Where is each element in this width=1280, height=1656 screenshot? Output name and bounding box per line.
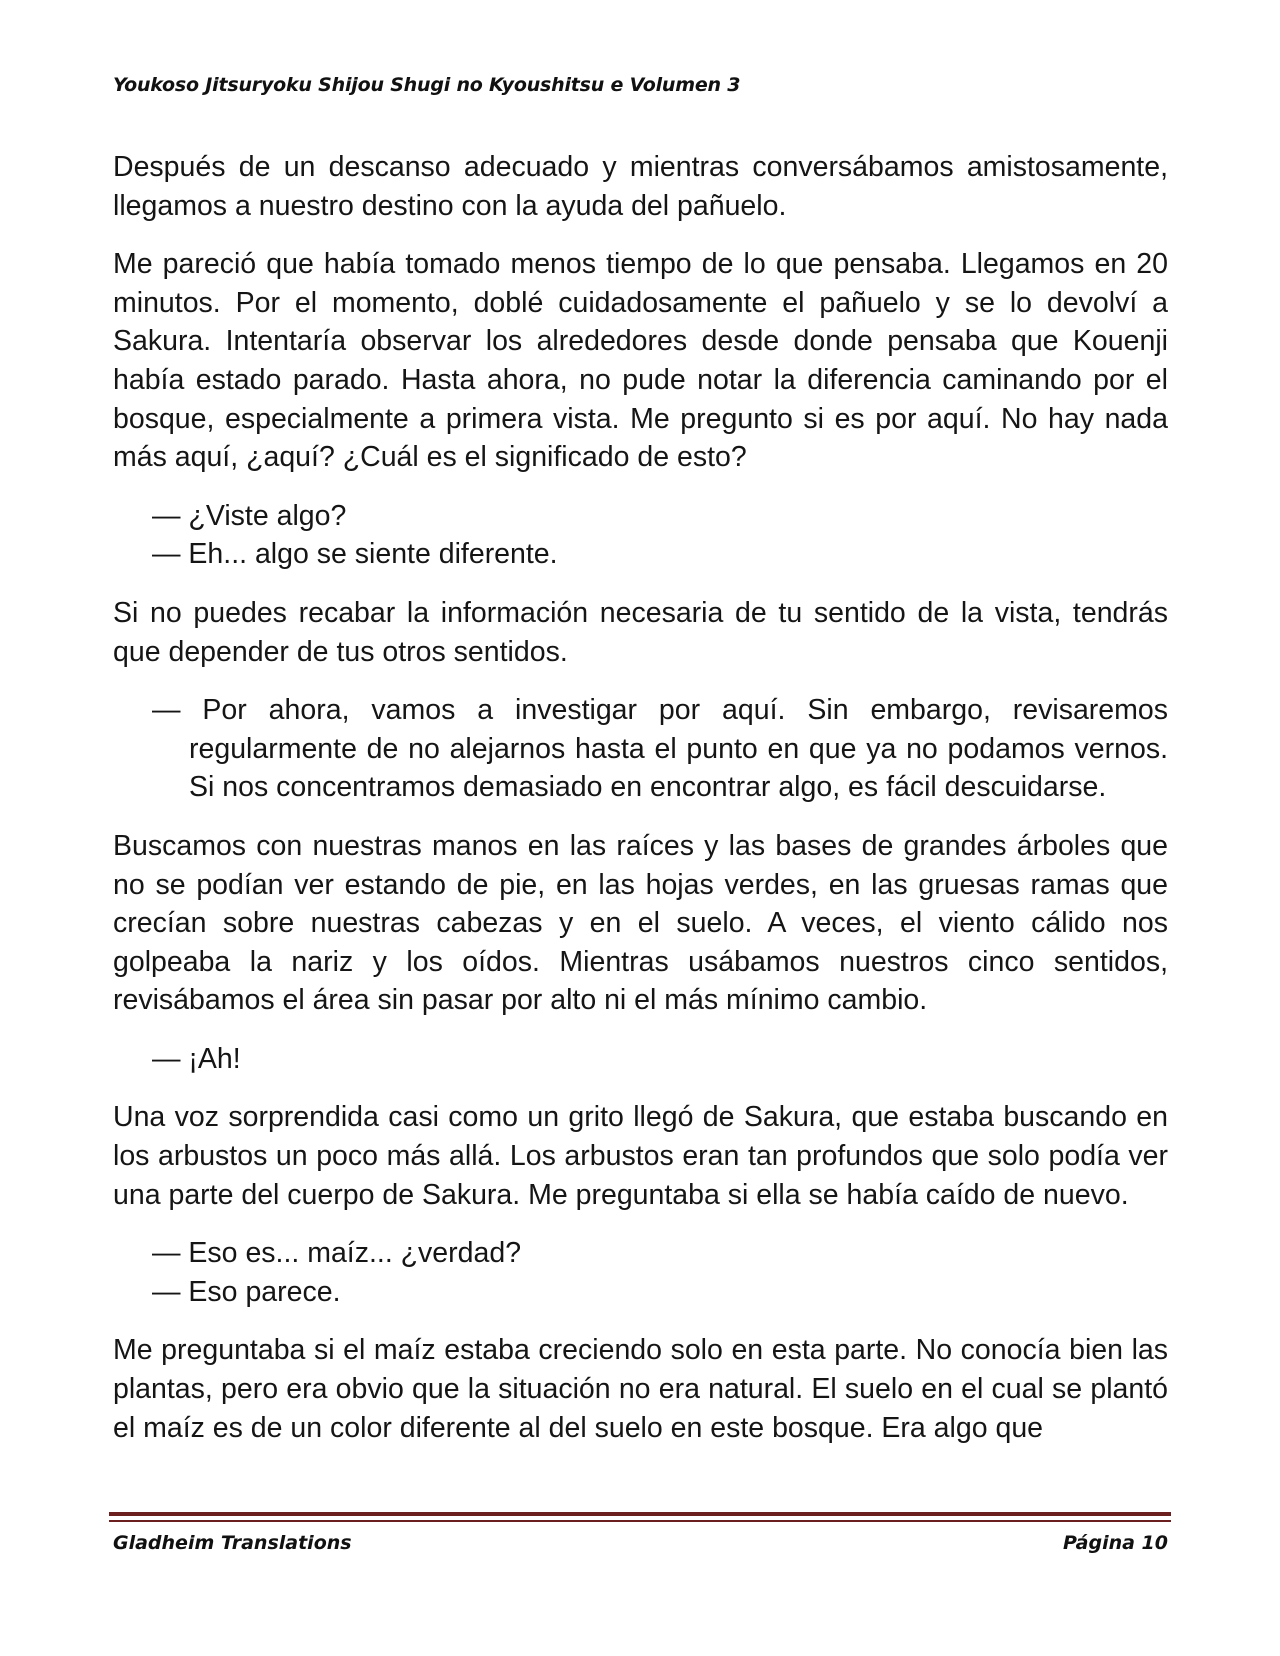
paragraph-2: Me pareció que había tomado menos tiempo de lo que pensaba. Llegamos en 20 minutos. Por el momento, doblé cuidadosamente el pañuelo y se lo devolví a Sakura. Intentaría observar los alrededores desde donde pensaba que Kouenji había estado parado. Hasta ahora, no pude notar la diferencia caminando por el bosque, especialmente a primera vista. Me pregunto si es por aquí. No hay nada más aquí, ¿aquí? ¿Cuál es el significado de esto? <box>113 248 1168 474</box>
footer-translator: Gladheim Translations <box>113 1532 352 1554</box>
footer-rule-thin <box>109 1520 1171 1522</box>
dialogue-line-2: — Eh... algo se siente diferente. <box>152 538 558 571</box>
dialogue-group-3 <box>113 1040 1168 1079</box>
dialogue-group-4 <box>113 1234 1168 1311</box>
paragraph-6: Me preguntaba si el maíz estaba creciendo solo en esta parte. No conocía bien las plantas, pero era obvio que la situación no era natural. El suelo en el cual se plantó el maíz es de un color diferente al del suelo en este bosque. Era algo que <box>113 1334 1168 1444</box>
footer-page-number: Página 10 <box>1062 1532 1168 1554</box>
footer-rule-thick <box>109 1512 1171 1516</box>
dialogue-line-3: — Por ahora, vamos a investigar por aquí. Sin embargo, revisaremos regularmente de no alejarnos hasta el punto en que ya no podamos vernos. Si nos concentramos demasiado en encontrar algo, es fácil descuidarse. <box>152 694 1168 804</box>
paragraph-1: Después de un descanso adecuado y mientras conversábamos amistosamente, llegamos a nuestro destino con la ayuda del pañuelo. <box>113 151 1168 222</box>
dialogue-line-6: — Eso parece. <box>152 1275 341 1308</box>
dialogue-line-5: — Eso es... maíz... ¿verdad? <box>152 1237 522 1270</box>
paragraph-5: Una voz sorprendida casi como un grito llegó de Sakura, que estaba buscando en los arbustos un poco más allá. Los arbustos eran tan profundos que solo podía ver una parte del cuerpo de Sakura. Me preguntaba si ella se había caído de nuevo. <box>113 1101 1168 1211</box>
page-body <box>113 148 1168 1467</box>
dialogue-group-2 <box>113 691 1168 807</box>
page-header-title: Youkoso Jitsuryoku Shijou Shugi no Kyoushitsu e Volumen 3 <box>113 74 741 96</box>
dialogue-line-1: — ¿Viste algo? <box>152 499 347 532</box>
dialogue-line-4: — ¡Ah! <box>152 1042 241 1075</box>
paragraph-4: Buscamos con nuestras manos en las raíces y las bases de grandes árboles que no se podían ver estando de pie, en las hojas verdes, en las gruesas ramas que crecían sobre nuestras cabezas y en el suelo. A veces, el viento cálido nos golpeaba la nariz y los oídos. Mientras usábamos nuestros cinco sentidos, revisábamos el área sin pasar por alto ni el más mínimo cambio. <box>113 829 1168 1017</box>
dialogue-group-1 <box>113 497 1168 574</box>
paragraph-3: Si no puedes recabar la información necesaria de tu sentido de la vista, tendrás que depender de tus otros sentidos. <box>113 596 1168 668</box>
